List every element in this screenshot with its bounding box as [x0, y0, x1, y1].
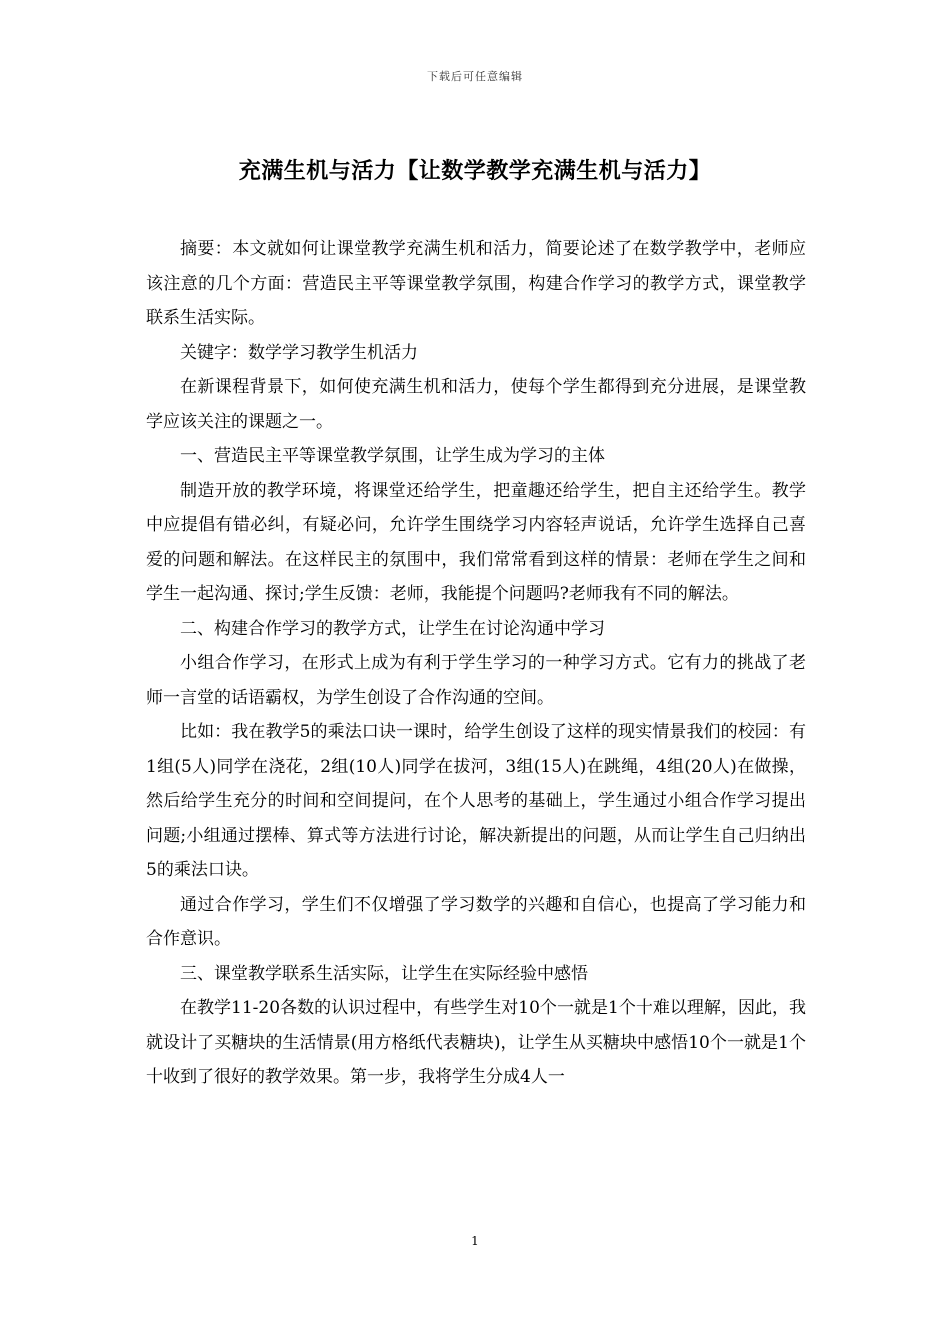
body-paragraph: 在新课程背景下，如何使充满生机和活力，使每个学生都得到充分进展，是课堂教学应该关注的课题之一。: [146, 377, 806, 432]
section-heading-2: 二、构建合作学习的教学方式，让学生在讨论沟通中学习: [180, 618, 605, 639]
body-paragraph: 通过合作学习，学生们不仅增强了学习数学的兴趣和自信心，也提高了学习能力和合作意识。: [146, 894, 806, 949]
header-note: 下载后可任意编辑: [427, 70, 523, 83]
keywords-paragraph: 关键字：数学学习教学生机活力: [180, 342, 418, 363]
body-paragraph: 在教学11-20各数的认识过程中，有些学生对10个一就是1个十难以理解，因此，我就设计了买糖块的生活情景(用方格纸代表糖块)，让学生从买糖块中感悟10个一就是1个十收到了很好的教学效果。第一步，我将学生分成4人一: [146, 998, 806, 1087]
abstract-paragraph: 摘要：本文就如何让课堂教学充满生机和活力，简要论述了在数学教学中，老师应该注意的几个方面：营造民主平等课堂教学氛围，构建合作学习的教学方式，课堂教学联系生活实际。: [146, 239, 806, 328]
document-body: [146, 232, 806, 1095]
section-heading-1: 一、营造民主平等课堂教学氛围，让学生成为学习的主体: [180, 446, 605, 466]
page-number: 1: [471, 1234, 479, 1248]
section-heading-3: 三、课堂教学联系生活实际，让学生在实际经验中感悟: [180, 963, 588, 984]
body-paragraph: 比如：我在教学5的乘法口诀一课时，给学生创设了这样的现实情景我们的校园：有1组(5人)同学在浇花，2组(10人)同学在拔河，3组(15人)在跳绳，4组(20人)在做操，然后给学生充分的时间和空间提问，在个人思考的基础上，学生通过小组合作学习提出问题;小组通过摆棒、算式等方法进行讨论，解决新提出的问题，从而让学生自己归纳出5的乘法口诀。: [146, 722, 806, 880]
body-paragraph: 小组合作学习，在形式上成为有利于学生学习的一种学习方式。它有力的挑战了老师一言堂的话语霸权，为学生创设了合作沟通的空间。: [146, 653, 806, 708]
document-title: 充满生机与活力【让数学教学充满生机与活力】: [238, 158, 712, 184]
body-paragraph: 制造开放的教学环境，将课堂还给学生，把童趣还给学生，把自主还给学生。教学中应提倡有错必纠，有疑必问，允许学生围绕学习内容轻声说话，允许学生选择自己喜爱的问题和解法。在这样民主的氛围中，我们常常看到这样的情景：老师在学生之间和学生一起沟通、探讨;学生反馈：老师，我能提个问题吗?老师我有不同的解法。: [146, 480, 806, 604]
